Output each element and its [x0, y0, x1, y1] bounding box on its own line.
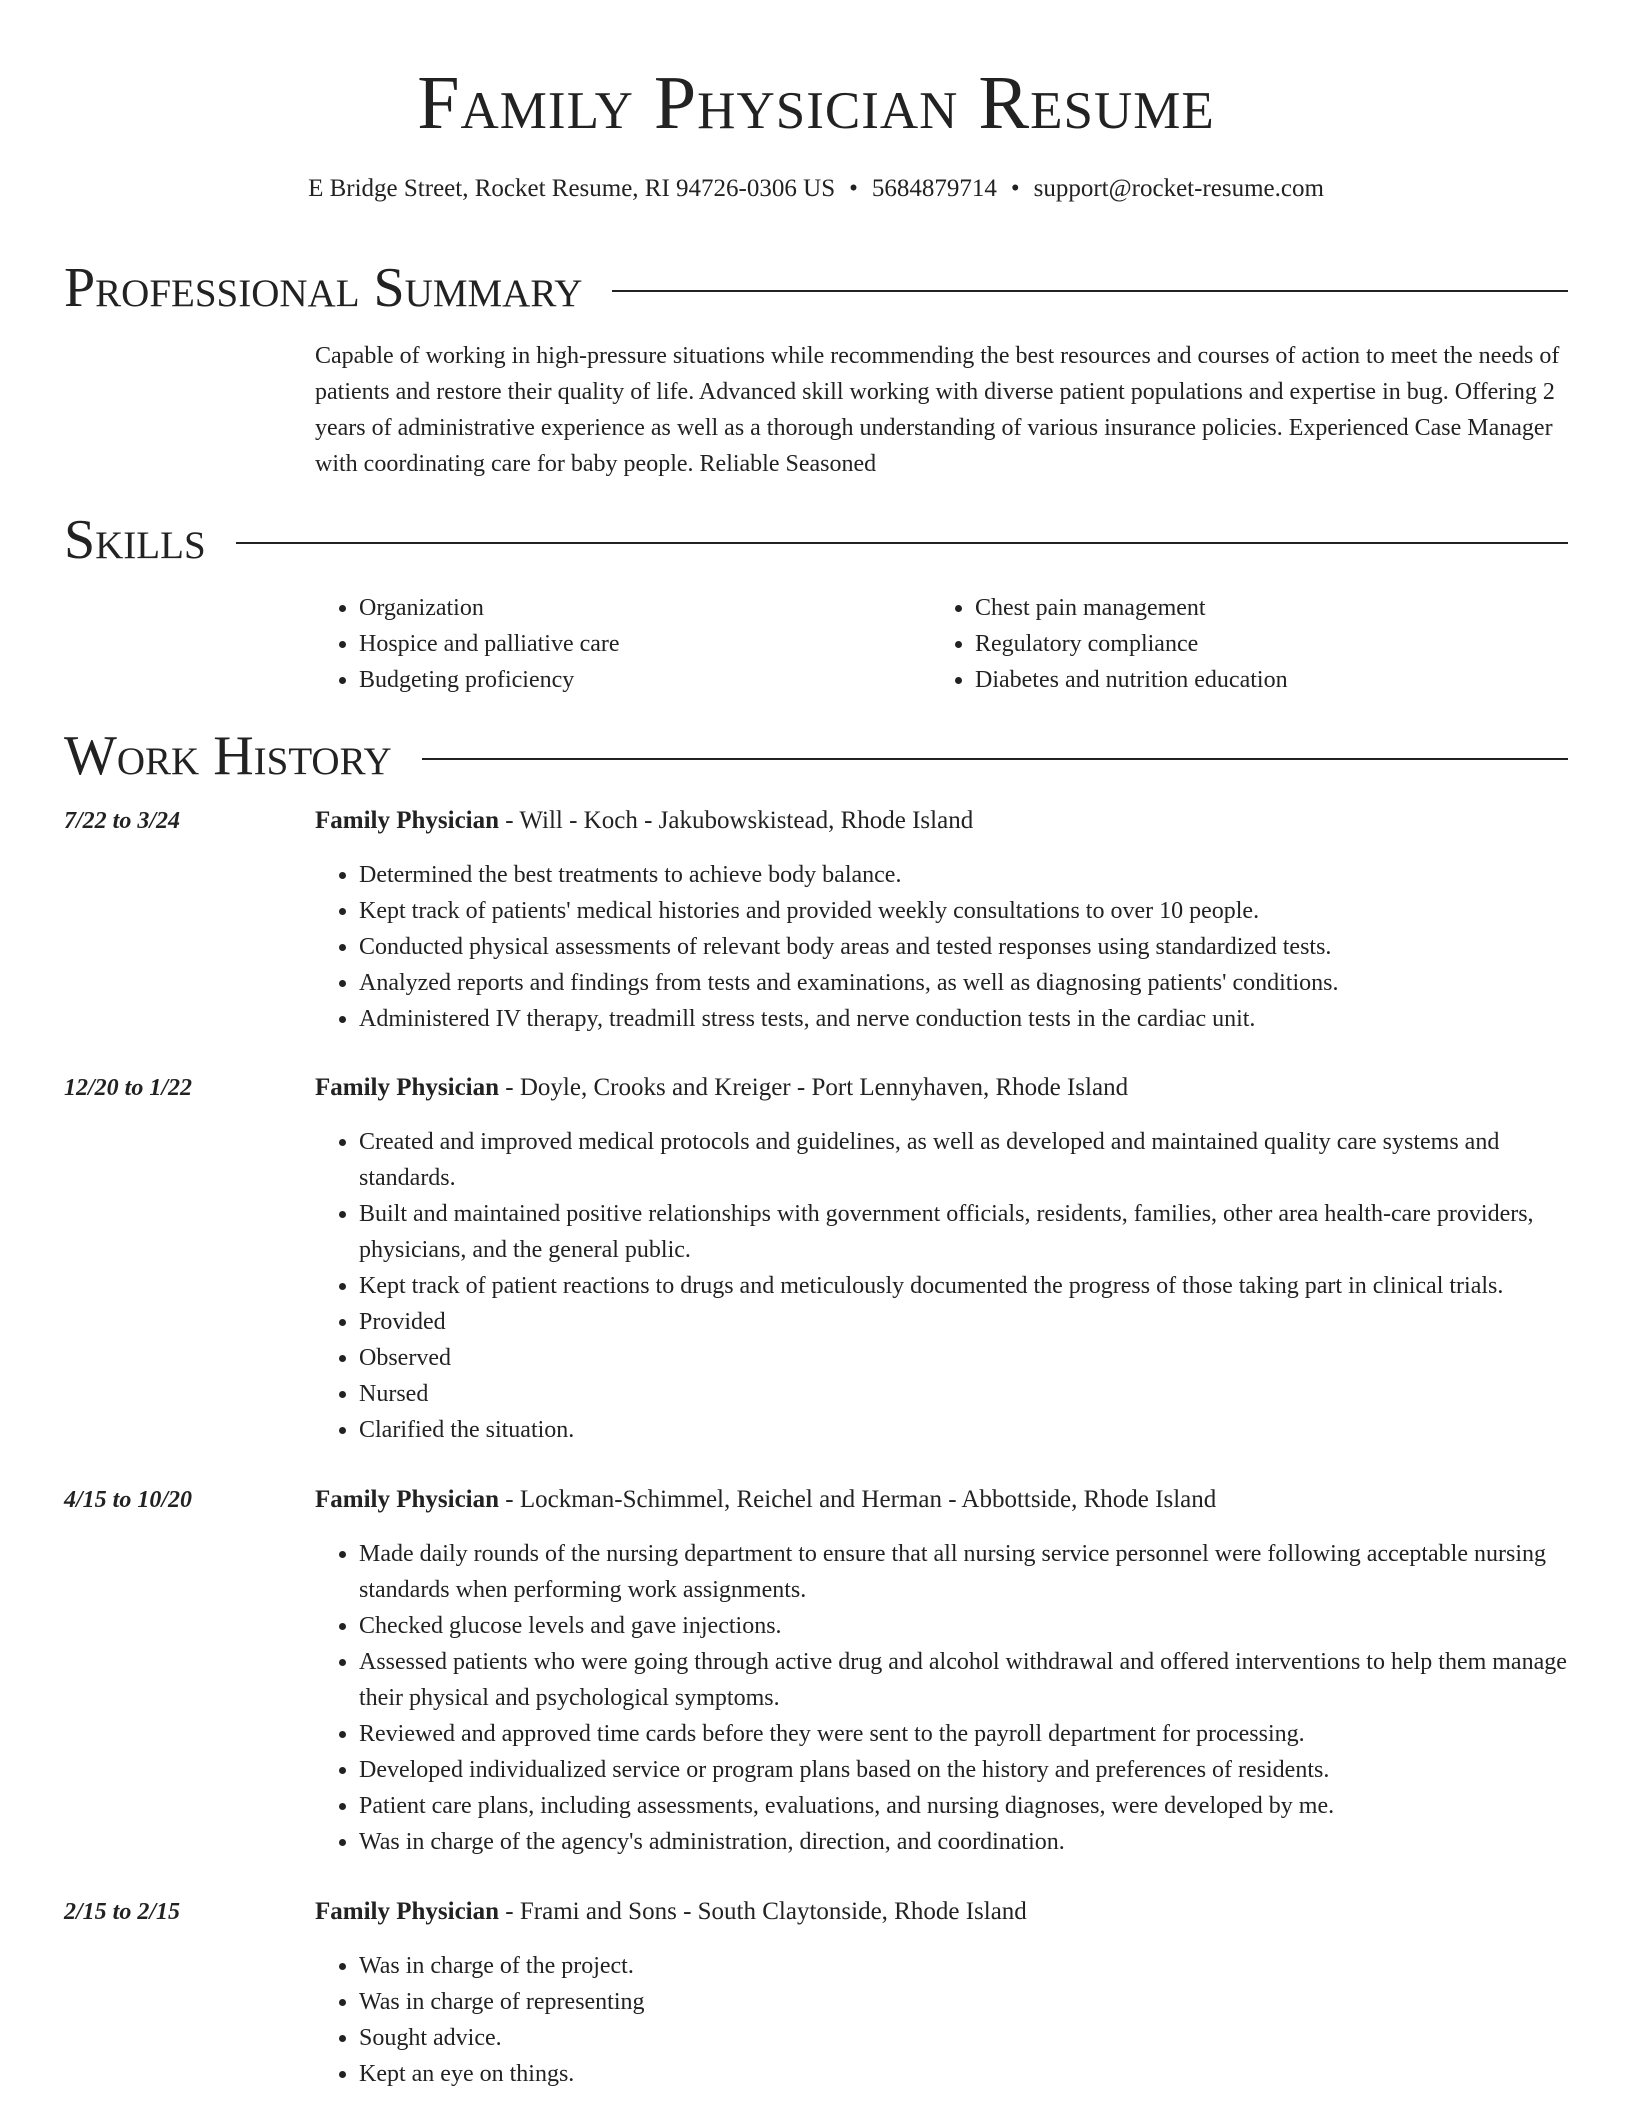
job-bullet: • Made daily rounds of the nursing department to ensure that all nursing service personnel were following acceptable nursing standards when performing work assignments. — [359, 1536, 1568, 1608]
job-bullet: • Determined the best treatments to achieve body balance. — [359, 857, 1568, 893]
summary-section-header — [64, 256, 1568, 320]
work-section-header — [64, 724, 1568, 788]
job-dates: 4/15 to 10/20 — [64, 1487, 193, 1513]
summary-text: Capable of working in high-pressure situations while recommending the best resources and courses of action to meet the needs of patients and restore their quality of life. Advanced skill working with diverse patient populations and expertise in bug. Offering 2 years of administrative experience as well as a thorough understanding of various insurance policies. Experienced Case Manager with coordinating care for baby people. Reliable Seasoned — [315, 343, 1560, 477]
job-title: Family Physician — [315, 1898, 500, 1925]
skills-column-right — [931, 590, 1547, 698]
job-bullets — [315, 1536, 1568, 1860]
job-bullet: • Reviewed and approved time cards before they were sent to the payroll department for processing. — [359, 1716, 1568, 1752]
job-details: - Lockman-Schimmel, Reichel and Herman - Abbottside, Rhode Island — [499, 1486, 1217, 1513]
job-bullet: • Was in charge of the agency's administration, direction, and coordination. — [359, 1824, 1568, 1860]
job-bullet: • Built and maintained positive relationships with government officials, residents, families, other area health-care providers, physicians, and the general public. — [359, 1196, 1568, 1268]
job-bullet: • Was in charge of representing — [359, 1984, 1568, 2020]
contact-phone: 5684879714 — [871, 175, 997, 202]
job-title: Family Physician — [315, 807, 500, 834]
job-bullets — [315, 857, 1568, 1037]
contact-separator: • — [1010, 175, 1020, 202]
skill-item: • Organization — [359, 590, 931, 626]
job-details: - Will - Koch - Jakubowskistead, Rhode Island — [499, 807, 974, 834]
section-divider — [612, 290, 1568, 292]
job-bullet: • Was in charge of the project. — [359, 1948, 1568, 1984]
job-bullet: • Provided — [359, 1304, 1568, 1340]
contact-separator: • — [849, 175, 858, 202]
skill-item: • Regulatory compliance — [975, 626, 1547, 662]
section-divider — [236, 542, 1568, 544]
job-bullet: • Nursed — [359, 1376, 1568, 1412]
contact-address: E Bridge Street, Rocket Resume, RI 94726-0306 US — [308, 175, 836, 202]
job-bullet: • Conducted physical assessments of relevant body areas and tested responses using standardized tests. — [359, 929, 1568, 965]
job-dates: 2/15 to 2/15 — [64, 1899, 181, 1925]
contact-email: support@rocket-resume.com — [1033, 175, 1324, 202]
job-bullet: • Analyzed reports and findings from tests and examinations, as well as diagnosing patients' conditions. — [359, 965, 1568, 1001]
contact-line — [0, 172, 1632, 206]
job-bullet: • Clarified the situation. — [359, 1412, 1568, 1448]
job-bullets — [315, 1124, 1568, 1448]
job-bullet: • Assessed patients who were going through active drug and alcohol withdrawal and offered interventions to help them manage their physical and psychological symptoms. — [359, 1644, 1568, 1716]
job-role — [315, 1070, 1568, 1106]
skills-column-left — [315, 590, 931, 698]
job-bullet: • Developed individualized service or program plans based on the history and preferences of residents. — [359, 1752, 1568, 1788]
work-heading: Work History — [64, 725, 392, 787]
job-dates: 12/20 to 1/22 — [64, 1075, 193, 1101]
job-title: Family Physician — [315, 1486, 500, 1513]
job-dates: 7/22 to 3/24 — [64, 808, 181, 834]
job-details: - Doyle, Crooks and Kreiger - Port Lennyhaven, Rhode Island — [499, 1074, 1129, 1101]
job-bullet: • Administered IV therapy, treadmill stress tests, and nerve conduction tests in the cardiac unit. — [359, 1001, 1568, 1037]
skills-heading: Skills — [64, 509, 206, 571]
skills-section-header — [64, 508, 1568, 572]
job-bullets — [315, 1948, 1568, 2092]
job-details: - Frami and Sons - South Claytonside, Rhode Island — [499, 1898, 1027, 1925]
job-bullet: • Kept track of patient reactions to drugs and meticulously documented the progress of those taking part in clinical trials. — [359, 1268, 1568, 1304]
resume-title: Family Physician Resume — [417, 61, 1215, 145]
job-role — [315, 1894, 1568, 1930]
skill-item: • Budgeting proficiency — [359, 662, 931, 698]
job-bullet: • Kept an eye on things. — [359, 2056, 1568, 2092]
section-divider — [422, 758, 1568, 760]
job-bullet: • Created and improved medical protocols and guidelines, as well as developed and maintained quality care systems and standards. — [359, 1124, 1568, 1196]
skill-item: • Diabetes and nutrition education — [975, 662, 1547, 698]
job-role — [315, 803, 1568, 839]
summary-heading: Professional Summary — [64, 257, 583, 319]
job-bullet: • Patient care plans, including assessments, evaluations, and nursing diagnoses, were developed by me. — [359, 1788, 1568, 1824]
skill-item: • Hospice and palliative care — [359, 626, 931, 662]
skills-list — [315, 590, 1565, 698]
job-title: Family Physician — [315, 1074, 500, 1101]
job-role — [315, 1482, 1568, 1518]
job-bullet: • Kept track of patients' medical histories and provided weekly consultations to over 10 people. — [359, 893, 1568, 929]
job-bullet: • Checked glucose levels and gave injections. — [359, 1608, 1568, 1644]
job-bullet: • Observed — [359, 1340, 1568, 1376]
skill-item: • Chest pain management — [975, 590, 1547, 626]
job-bullet: • Sought advice. — [359, 2020, 1568, 2056]
